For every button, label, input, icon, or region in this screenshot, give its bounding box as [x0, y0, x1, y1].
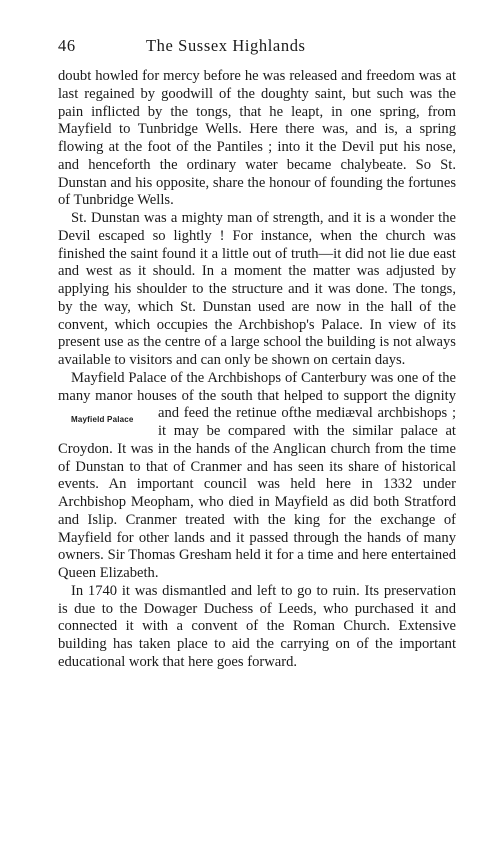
margin-note-mayfield-palace: Mayfield Palace	[71, 415, 134, 425]
paragraph-st-dunstan: St. Dunstan was a mighty man of strength, and it is a wonder the Devil escaped so lightly ! For instance, when the church was finished the saint found it a little out of truth—it did not lie due east and west as it should. In a moment the matter was adjusted by applying his shoulder to the structure and it was done. The tongs, by the way, which St. Dunstan used are now in the hall of the convent, which occupies the Archbishop's Palace. In view of its present use as the centre of a large school the building is not always available to visitors and can only be shown on certain days.	[58, 210, 456, 368]
paragraph-text-after-note: the mediæval archbishops ; it may be compared with the similar palace at Croydon. It was in the hands of the Anglican church from the time of Dunstan to that of Cranmer and has seen its share of historical events. An important council was held here in 1332 under Archbishop Meopham, who died in Mayfield as did both Stratford and Islip. Cranmer treated with the king for the exchange of Mayfield for other lands and it passed through the hands of many owners. Sir Thomas Gresham held it for a time and here entertained Queen Elizabeth.	[58, 405, 456, 581]
page-header	[58, 36, 456, 62]
page-number: 46	[58, 36, 76, 55]
book-page	[58, 36, 456, 672]
body-text	[58, 68, 456, 672]
paragraph-dismantled: In 1740 it was dismantled and left to go to ruin. Its preservation is due to the Dowager Duchess of Leeds, who purchased it and connected it with a convent of the Roman Church. Extensive building has taken place to aid the carrying on of the important educational work that here goes forward.	[58, 582, 456, 670]
paragraph-mayfield-palace	[58, 370, 456, 583]
paragraph-continued: doubt howled for mercy before he was released and freedom was at last regained by goodwill of the doughty saint, but such was the pain inflicted by the tongs, that he leapt, in one spring, from Mayfield to Tunbridge Wells. Here there was, and is, a spring flowing at the foot of the Pantiles ; into it the Devil put his nose, and henceforth the ordinary water became chalybeate. So St. Dunstan and his opposite, share the honour of founding the fortunes of Tunbridge Wells.	[58, 68, 456, 209]
paragraph-text-before-note: Mayfield Palace of the Archbishops of Canterbury was one of the many manor houses of the south that helped to support the dignity and feed the retinue of	[58, 369, 456, 422]
running-title: The Sussex Highlands	[146, 36, 306, 55]
